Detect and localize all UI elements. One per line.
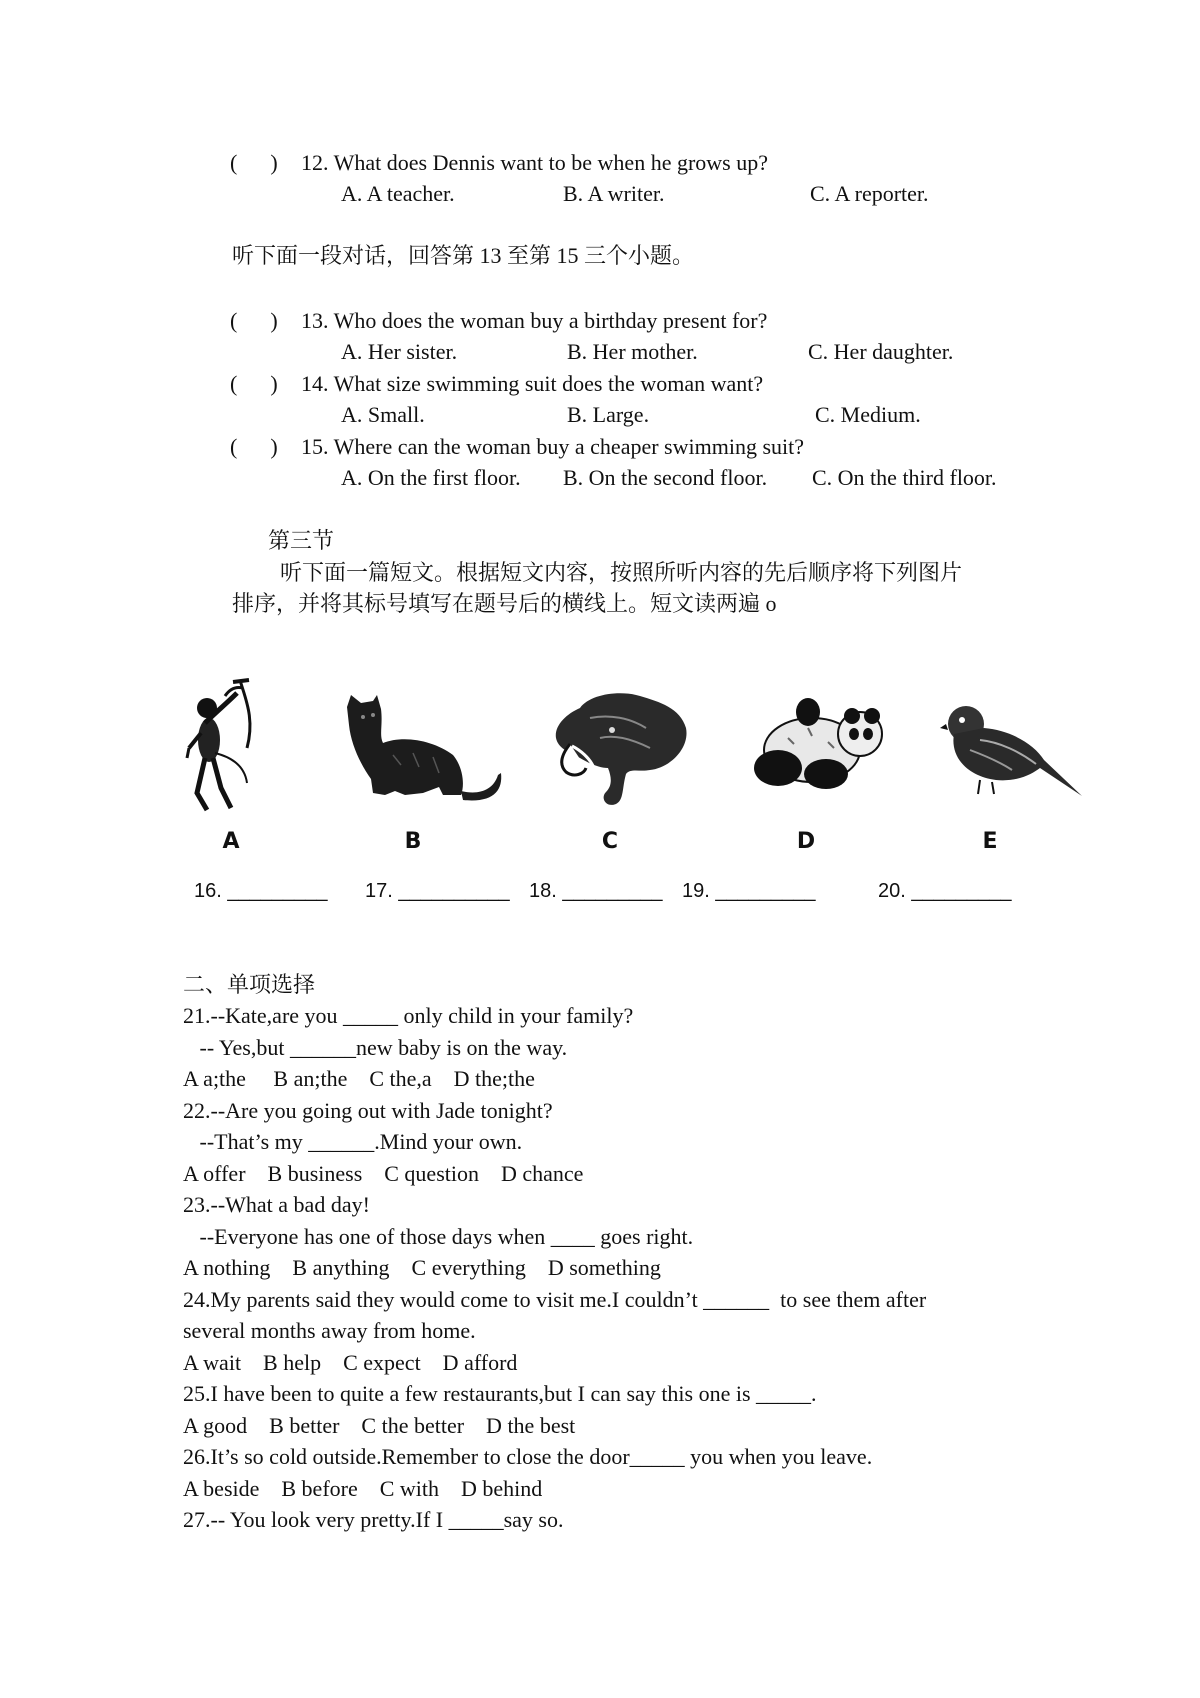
panda-icon [748, 698, 888, 793]
q15-option-b: B. On the second floor. [563, 465, 768, 490]
section3-heading: 第三节 [268, 528, 335, 553]
q14-question: 14. What size swimming suit does the woman want? [301, 371, 764, 396]
q22-options: A offer B business C question D chance [183, 1161, 584, 1186]
q25-question: 25.I have been to quite a few restaurants,but I can say this one is _____. [183, 1381, 817, 1406]
picture-label-c: C [601, 829, 619, 854]
q12-option-a: A. A teacher. [341, 181, 455, 206]
answer-blank-16[interactable]: 16. _________ [194, 880, 328, 902]
q13-option-c: C. Her daughter. [808, 339, 954, 364]
q26-options: A beside B before C with D behind [183, 1476, 543, 1501]
picture-label-e: E [982, 829, 998, 854]
picture-label-d: D [796, 829, 816, 854]
q27-question: 27.-- You look very pretty.If I _____say so. [183, 1507, 564, 1532]
q14-option-a: A. Small. [341, 402, 425, 427]
answer-blank-18[interactable]: 18. _________ [529, 880, 663, 902]
q13-option-a: A. Her sister. [341, 339, 458, 364]
monkey-icon [185, 678, 270, 818]
q24-question: 24.My parents said they would come to visit me.I couldn’t ______ to see them after [183, 1287, 927, 1312]
q13-option-b: B. Her mother. [567, 339, 698, 364]
q24-question-continued: several months away from home. [183, 1318, 476, 1343]
answer-blank-17[interactable]: 17. __________ [365, 880, 510, 902]
q21-question: 21.--Kate,are you _____ only child in your family? [183, 1003, 634, 1028]
q14-option-b: B. Large. [567, 402, 650, 427]
q22-question: 22.--Are you going out with Jade tonight? [183, 1098, 553, 1123]
answer-blank-19[interactable]: 19. _________ [682, 880, 816, 902]
q22-response: --That’s my ______.Mind your own. [183, 1129, 523, 1154]
part2-heading: 二、单项选择 [183, 972, 316, 997]
q15-option-a: A. On the first floor. [341, 465, 521, 490]
q12-option-b: B. A writer. [563, 181, 665, 206]
q21-response: -- Yes,but ______new baby is on the way. [183, 1035, 568, 1060]
section3-instruction-line1: 听下面一篇短文。根据短文内容，按照所听内容的先后顺序将下列图片 [280, 560, 963, 585]
q26-question: 26.It’s so cold outside.Remember to close the door_____ you when you leave. [183, 1444, 873, 1469]
q14-paren: ( ) [230, 371, 278, 396]
q12-question: 12. What does Dennis want to be when he grows up? [301, 150, 768, 175]
bird-icon [940, 700, 1085, 800]
answer-blank-20[interactable]: 20. _________ [878, 880, 1012, 902]
section3-instruction-line2: 排序，并将其标号填写在题号后的横线上。短文读两遍 o [232, 591, 777, 616]
cat-icon [343, 695, 503, 805]
q13-paren: ( ) [230, 308, 278, 333]
q23-question: 23.--What a bad day! [183, 1192, 370, 1217]
q25-options: A good B better C the better D the best [183, 1413, 576, 1438]
q13-question: 13. Who does the woman buy a birthday present for? [301, 308, 768, 333]
elephant-icon [550, 688, 690, 808]
q23-options: A nothing B anything C everything D something [183, 1255, 661, 1280]
q24-options: A wait B help C expect D afford [183, 1350, 518, 1375]
q12-option-c: C. A reporter. [810, 181, 929, 206]
q21-options: A a;the B an;the C the,a D the;the [183, 1066, 535, 1091]
q23-response: --Everyone has one of those days when ____ goes right. [183, 1224, 694, 1249]
q15-option-c: C. On the third floor. [812, 465, 997, 490]
q14-option-c: C. Medium. [815, 402, 921, 427]
dialogue-instruction: 听下面一段对话，回答第 13 至第 15 三个小题。 [232, 243, 695, 268]
q12-paren: ( ) [230, 150, 278, 175]
picture-label-a: A [222, 829, 240, 854]
q15-question: 15. Where can the woman buy a cheaper swimming suit? [301, 434, 804, 459]
picture-label-b: B [404, 829, 422, 854]
q15-paren: ( ) [230, 434, 278, 459]
